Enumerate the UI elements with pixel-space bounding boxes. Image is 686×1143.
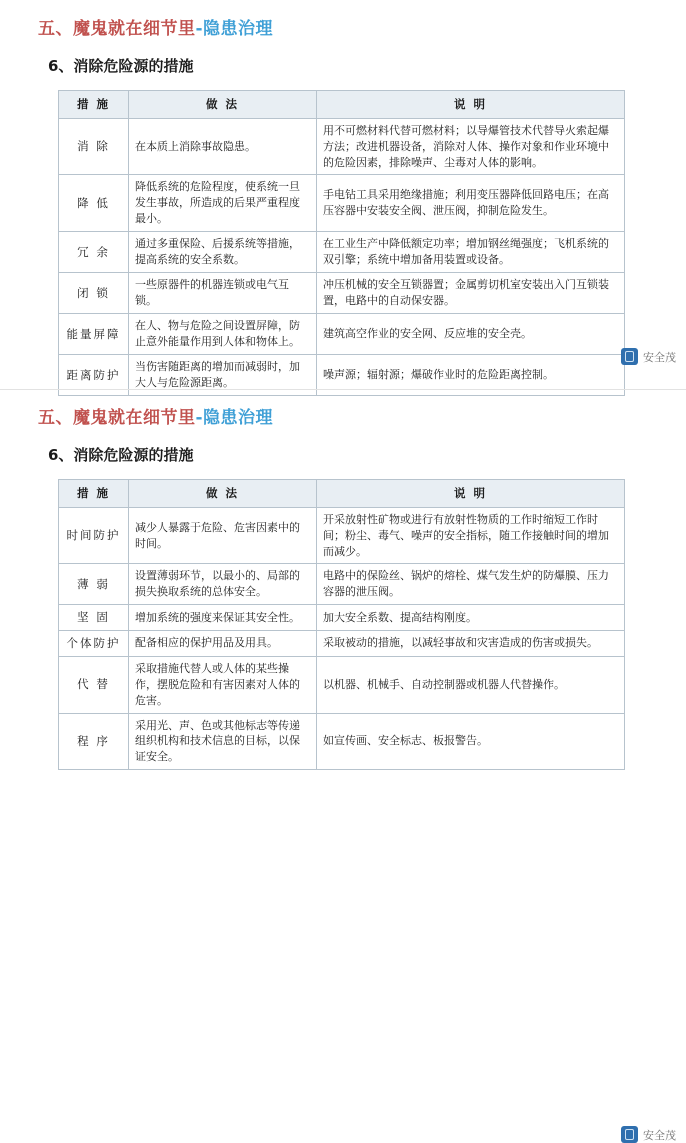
table-header-note: 说 明 — [317, 480, 625, 508]
cell-measure: 降 低 — [59, 175, 129, 232]
cell-method: 降低系统的危险程度，使系统一旦发生事故，所造成的后果严重程度最小。 — [129, 175, 317, 232]
section-heading-2: 6、消除危险源的措施 — [48, 446, 194, 464]
cell-measure: 代 替 — [59, 656, 129, 713]
cell-measure: 闭 锁 — [59, 273, 129, 314]
page-title-1-sub: -隐患治理 — [195, 19, 274, 39]
cell-measure: 个体防护 — [59, 631, 129, 657]
cell-note: 以机器、机械手、自动控制器或机器人代替操作。 — [317, 656, 625, 713]
cell-measure: 消 除 — [59, 118, 129, 175]
cell-measure: 时间防护 — [59, 507, 129, 564]
cell-method: 减少人暴露于危险、危害因素中的时间。 — [129, 507, 317, 564]
table-row — [59, 507, 625, 564]
cell-measure: 程 序 — [59, 713, 129, 770]
account-badge-1 — [621, 348, 676, 365]
cell-method: 设置薄弱环节，以最小的、局部的损失换取系统的总体安全。 — [129, 564, 317, 605]
account-name: 安全茂 — [643, 350, 676, 364]
cell-method: 增加系统的强度来保证其安全性。 — [129, 605, 317, 631]
table-row — [59, 273, 625, 314]
cell-note: 采取被动的措施，以减轻事故和灾害造成的伤害或损失。 — [317, 631, 625, 657]
account-avatar-icon — [621, 1126, 638, 1143]
table-row — [59, 631, 625, 657]
cell-note: 冲压机械的安全互锁器置；金属剪切机室安装出入门互锁装置，电路中的自动保安器。 — [317, 273, 625, 314]
cell-note: 噪声源；辐射源；爆破作业时的危险距离控制。 — [317, 354, 625, 395]
cell-method: 通过多重保险、后援系统等措施，提高系统的安全系数。 — [129, 232, 317, 273]
account-avatar-icon — [621, 348, 638, 365]
table-row — [59, 713, 625, 770]
cell-note: 开采放射性矿物或进行有放射性物质的工作时缩短工作时间；粉尘、毒气、噪声的安全指标，随工作接触时间的增加而减少。 — [317, 507, 625, 564]
cell-method: 在人、物与危险之间设置屏障，防止意外能量作用到人体和物体上。 — [129, 314, 317, 355]
cell-measure: 冗 余 — [59, 232, 129, 273]
table-row — [59, 605, 625, 631]
slide-1 — [0, 0, 686, 389]
table-header-method: 做 法 — [129, 480, 317, 508]
cell-method: 采用光、声、色或其他标志等传递组织机构和技术信息的目标，以保证安全。 — [129, 713, 317, 770]
table-row — [59, 656, 625, 713]
cell-measure: 距离防护 — [59, 354, 129, 395]
table-header-method: 做 法 — [129, 91, 317, 119]
page-title-1 — [0, 0, 686, 39]
cell-note: 如宣传画、安全标志、板报警告。 — [317, 713, 625, 770]
measures-table-2 — [58, 479, 625, 770]
table-row — [59, 232, 625, 273]
section-heading-1: 6、消除危险源的措施 — [48, 57, 194, 75]
table-row — [59, 314, 625, 355]
cell-method: 一些原器件的机器连锁或电气互锁。 — [129, 273, 317, 314]
cell-measure: 能量屏障 — [59, 314, 129, 355]
cell-note: 在工业生产中降低额定功率；增加钢丝绳强度；飞机系统的双引擎；系统中增加备用装置或设备。 — [317, 232, 625, 273]
cell-measure: 薄 弱 — [59, 564, 129, 605]
cell-method: 在本质上消除事故隐患。 — [129, 118, 317, 175]
page-title-2 — [0, 389, 686, 428]
measures-table-1 — [58, 90, 625, 396]
cell-method: 配备相应的保护用品及用具。 — [129, 631, 317, 657]
table-row — [59, 564, 625, 605]
table-header-row — [59, 480, 625, 508]
table-row — [59, 175, 625, 232]
slide-2 — [0, 389, 686, 1142]
page-title-2-sub: -隐患治理 — [195, 408, 274, 428]
cell-note: 加大安全系数、提高结构刚度。 — [317, 605, 625, 631]
table-header-measure: 措 施 — [59, 480, 129, 508]
table-header-note: 说 明 — [317, 91, 625, 119]
page-title-1-main: 五、魔鬼就在细节里 — [38, 19, 196, 39]
cell-method: 采取措施代替人或人体的某些操作，摆脱危险和有害因素对人体的危害。 — [129, 656, 317, 713]
table-row — [59, 118, 625, 175]
table-header-row — [59, 91, 625, 119]
account-name: 安全茂 — [643, 1128, 676, 1142]
cell-note: 建筑高空作业的安全网、反应堆的安全壳。 — [317, 314, 625, 355]
cell-note: 电路中的保险丝、锅炉的熔栓、煤气发生炉的防爆膜、压力容器的泄压阀。 — [317, 564, 625, 605]
page-title-2-main: 五、魔鬼就在细节里 — [38, 408, 196, 428]
account-badge-2 — [621, 1126, 676, 1143]
cell-measure: 坚 固 — [59, 605, 129, 631]
cell-note: 用不可燃材料代替可燃材料；以导爆管技术代替导火索起爆方法；改进机器设备，消除对人体、操作对象和作业环境中的危险因素，排除噪声、尘毒对人体的影响。 — [317, 118, 625, 175]
cell-note: 手电钻工具采用绝缘措施；利用变压器降低回路电压；在高压容器中安装安全阀、泄压阀，抑制危险发生。 — [317, 175, 625, 232]
cell-method: 当伤害随距离的增加而减弱时，加大人与危险源距离。 — [129, 354, 317, 395]
table-header-measure: 措 施 — [59, 91, 129, 119]
